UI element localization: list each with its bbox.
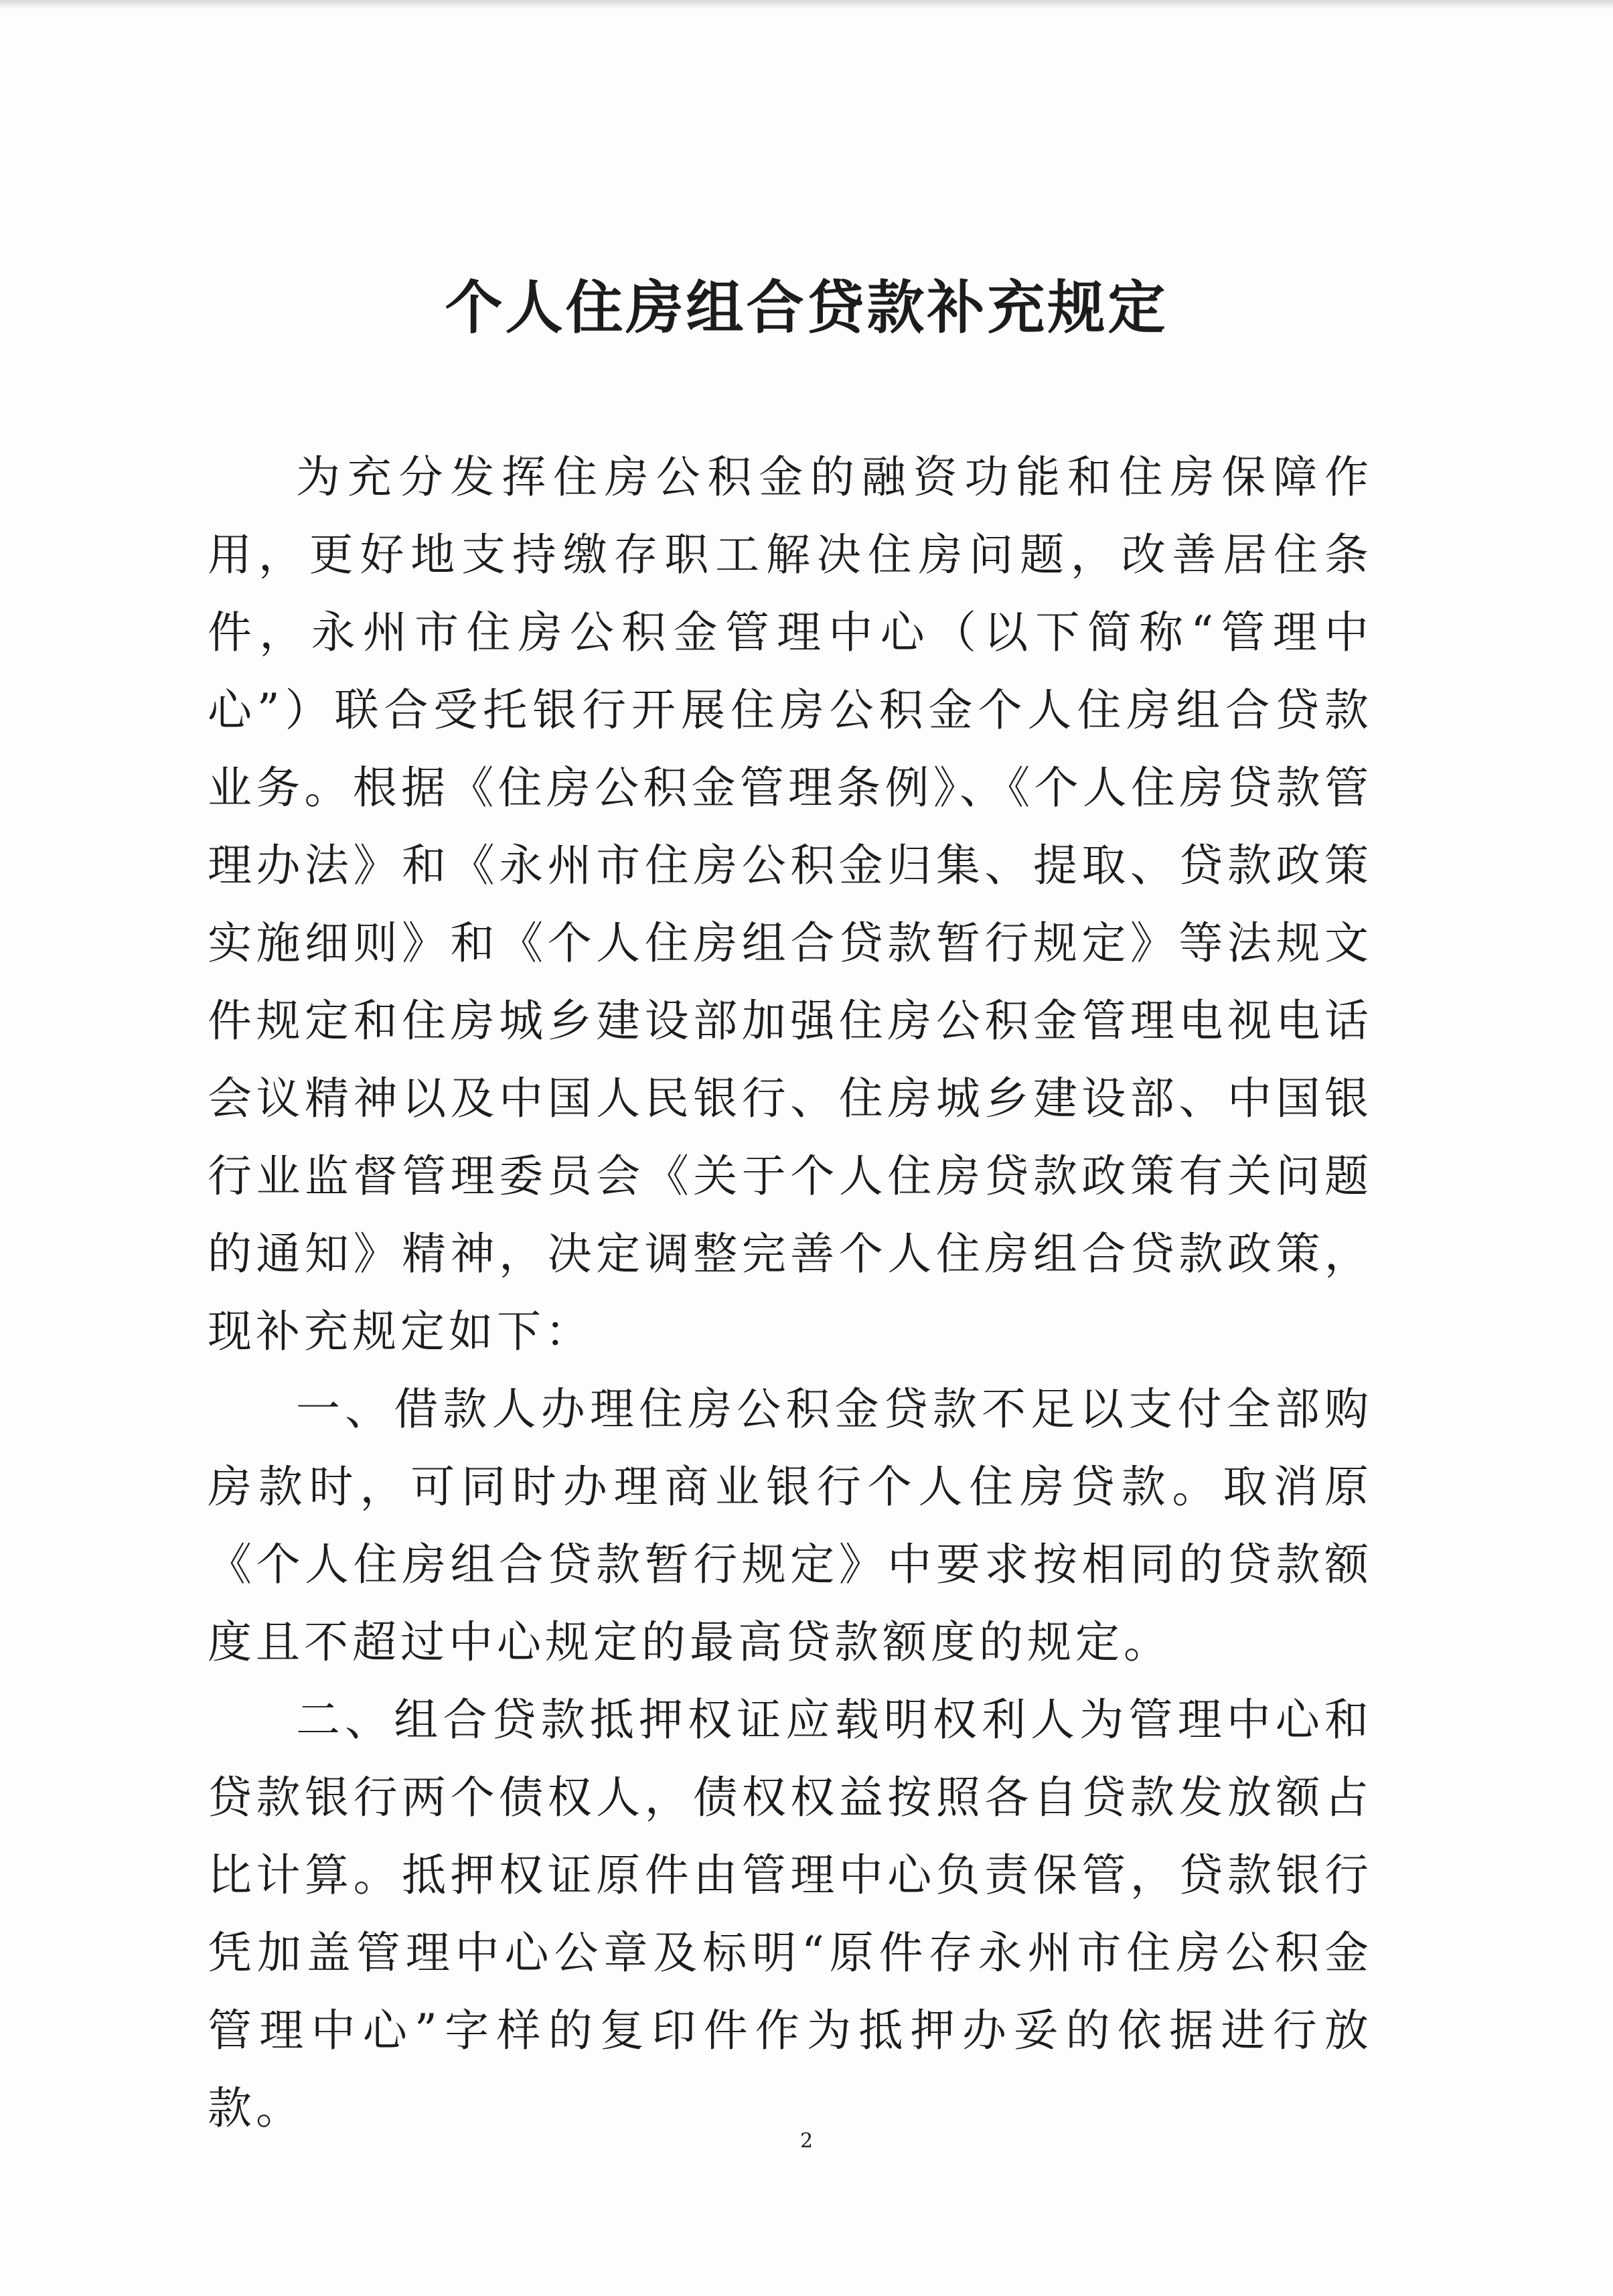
paragraph-intro: 为充分发挥住房公积金的融资功能和住房保障作用，更好地支持缴存职工解决住房问题，改善居住条件，永州市住房公积金管理中心（以下简称“管理中心”）联合受托银行开展住房公积金个人住房组合贷款业务。根据《住房公积金管理条例》、《个人住房贷款管理办法》和《永州市住房公积金归集、提取、贷款政策实施细则》和《个人住房组合贷款暂行规定》等法规文件规定和住房城乡建设部加强住房公积金管理电视电话会议精神以及中国人民银行、住房城乡建设部、中国银行业监督管理委员会《关于个人住房贷款政策有关问题的通知》精神，决定调整完善个人住房组合贷款政策，现补充规定如下： bbox=[208, 451, 1373, 1357]
paragraph-clause-2: 二、组合贷款抵押权证应载明权利人为管理中心和贷款银行两个债权人，债权权益按照各自贷款发放额占比计算。抵押权证原件由管理中心负责保管，贷款银行凭加盖管理中心公章及标明“原件存永州市住房公积金管理中心”字样的复印件作为抵押办妥的依据进行放款。 bbox=[208, 1694, 1373, 2134]
paragraph-clause-1: 一、借款人办理住房公积金贷款不足以支付全部购房款时，可同时办理商业银行个人住房贷款。取消原《个人住房组合贷款暂行规定》中要求按相同的贷款额度且不超过中心规定的最高贷款额度的规定。 bbox=[208, 1383, 1373, 1668]
document-title: 个人住房组合贷款补充规定 bbox=[445, 275, 1168, 341]
document-body bbox=[208, 439, 1373, 2147]
scan-edge-shadow bbox=[0, 0, 1613, 9]
page-number: 2 bbox=[799, 2129, 814, 2153]
